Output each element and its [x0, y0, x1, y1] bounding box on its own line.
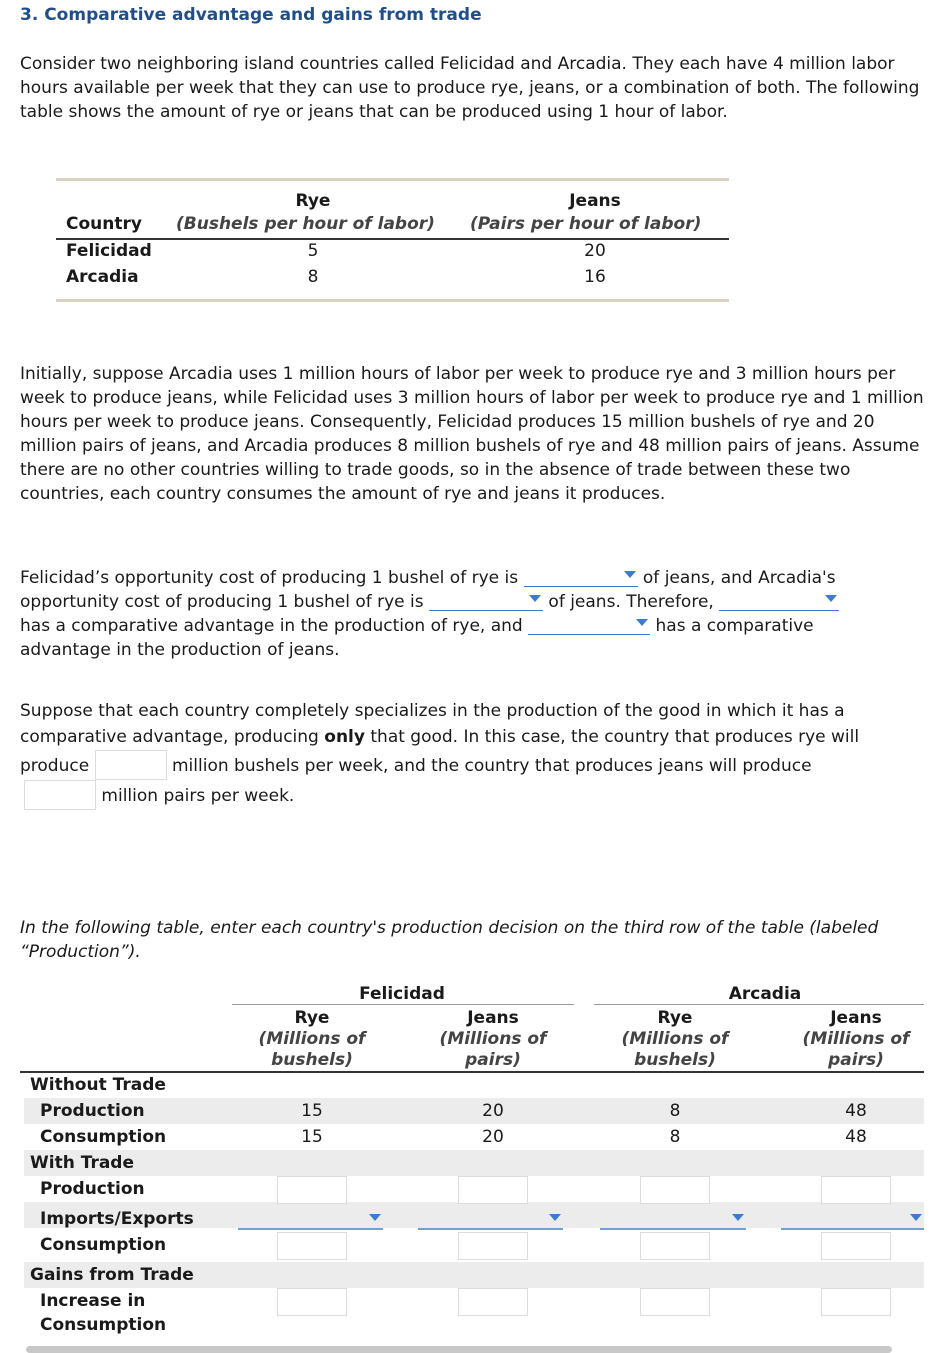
imports-exports-label: Imports/Exports [40, 1209, 194, 1229]
rye-advantage-country-dropdown[interactable] [719, 591, 839, 611]
chevron-down-icon [549, 1214, 561, 1221]
jeans-production-input[interactable] [24, 780, 96, 810]
felicidad-jeans-production-input[interactable] [458, 1176, 528, 1204]
chevron-down-icon [910, 1214, 922, 1221]
table-cell: 8 [669, 1101, 681, 1121]
arcadia-rye-increase-input[interactable] [640, 1288, 710, 1316]
chevron-down-icon [825, 595, 837, 602]
increase-label: Increase in [40, 1291, 146, 1311]
chevron-down-icon [732, 1214, 744, 1221]
chevron-down-icon [636, 619, 648, 626]
felicidad-rye-consumption-input[interactable] [277, 1232, 347, 1260]
arcadia-header: Arcadia [728, 984, 802, 1004]
rye-unit-header: (Bushels per hour of labor) [176, 214, 435, 234]
trade-table [20, 980, 924, 1340]
felicidad-rye-trade-dropdown[interactable] [238, 1206, 383, 1230]
felicidad-rye-increase-input[interactable] [277, 1288, 347, 1316]
table-cell: 20 [482, 1127, 504, 1147]
gains-label: Gains from Trade [30, 1265, 194, 1285]
arcadia-rye-production-input[interactable] [640, 1176, 710, 1204]
felicidad-jeans-header: Jeans (Millions of pairs) [439, 1008, 547, 1070]
production-label: Production [40, 1179, 145, 1199]
felicidad-rye-production-input[interactable] [277, 1176, 347, 1204]
arcadia-rye-trade-dropdown[interactable] [600, 1206, 746, 1230]
arcadia-jeans-consumption-input[interactable] [821, 1232, 891, 1260]
table-cell: 20 [482, 1101, 504, 1121]
table-cell: 15 [301, 1127, 323, 1147]
jeans-advantage-country-dropdown[interactable] [528, 615, 650, 635]
jeans-unit-header: (Pairs per hour of labor) [470, 214, 702, 234]
consumption-label: Consumption [40, 1127, 167, 1147]
table-cell: 48 [845, 1101, 867, 1121]
without-trade-label: Without Trade [30, 1075, 166, 1095]
rye-header: Rye [295, 191, 331, 211]
arcadia-rye-consumption-input[interactable] [640, 1232, 710, 1260]
table-instruction: In the following table, enter each country's production decision on the third row of the table (labeled “Production”). [20, 918, 879, 962]
table-cell: 48 [845, 1127, 867, 1147]
jeans-header: Jeans [569, 191, 621, 211]
table-cell-jeans: 20 [584, 241, 606, 261]
felicidad-jeans-trade-dropdown[interactable] [418, 1206, 563, 1230]
table-cell-rye: 5 [307, 241, 319, 261]
felicidad-jeans-increase-input[interactable] [458, 1288, 528, 1316]
page-title: 3. Comparative advantage and gains from trade [20, 5, 482, 25]
specialization-question: Suppose that each country completely specializes in the production of the good in which it has a comparative advantage, producing only that good. In this case, the country that produces rye will produce million bushels per week, and the country that produces jeans will produce million pairs per week. [20, 698, 928, 810]
arcadia-jeans-header: Jeans (Millions of pairs) [802, 1008, 910, 1070]
increase-label: Consumption [40, 1315, 167, 1335]
rye-production-input[interactable] [95, 750, 167, 780]
felicidad-header: Felicidad [359, 984, 445, 1004]
chevron-down-icon [369, 1214, 381, 1221]
arcadia-jeans-production-input[interactable] [821, 1176, 891, 1204]
productivity-table [56, 178, 729, 302]
arcadia-jeans-trade-dropdown[interactable] [781, 1206, 924, 1230]
table-cell: 8 [669, 1127, 681, 1147]
initial-paragraph: Initially, suppose Arcadia uses 1 million hours of labor per week to produce rye and 3 million hours per week to produce jeans, while Felicidad uses 3 million hours of labor per week to produce rye and 1 million hours per week to produce jeans. Consequently, Felicidad produces 15 million bushels of rye and 20 million pairs of jeans, and Arcadia produces 8 million bushels of rye and 48 million pairs of jeans. Assume there are no other countries willing to trade goods, so in the absence of trade between these two countries, each country consumes the amount of rye and jeans it produces. [20, 364, 924, 504]
horizontal-scrollbar[interactable] [26, 1346, 892, 1353]
felicidad-opportunity-cost-dropdown[interactable] [524, 567, 638, 587]
table-cell: 15 [301, 1101, 323, 1121]
arcadia-opportunity-cost-dropdown[interactable] [429, 591, 543, 611]
with-trade-label: With Trade [30, 1153, 135, 1173]
table-cell-rye: 8 [307, 267, 319, 287]
opportunity-cost-question: Felicidad’s opportunity cost of producing 1 bushel of rye is of jeans, and Arcadia's opportunity cost of producing 1 bushel of rye is of jeans. Therefore, has a comparative advantage in the production of rye, and has a comparative advantage in the production of jeans. [20, 566, 928, 662]
table-cell-jeans: 16 [584, 267, 606, 287]
chevron-down-icon [529, 595, 541, 602]
chevron-down-icon [624, 571, 636, 578]
table-row-country: Felicidad [66, 241, 152, 261]
arcadia-jeans-increase-input[interactable] [821, 1288, 891, 1316]
country-header: Country [66, 214, 142, 234]
felicidad-rye-header: Rye (Millions of bushels) [258, 1008, 366, 1070]
production-label: Production [40, 1101, 145, 1121]
table-row-country: Arcadia [66, 267, 139, 287]
intro-paragraph: Consider two neighboring island countries called Felicidad and Arcadia. They each have 4 million labor hours available per week that they can use to produce rye, jeans, or a combination of both. The following table shows the amount of rye or jeans that can be produced using 1 hour of labor. [20, 54, 920, 122]
felicidad-jeans-consumption-input[interactable] [458, 1232, 528, 1260]
arcadia-rye-header: Rye (Millions of bushels) [621, 1008, 729, 1070]
consumption-label: Consumption [40, 1235, 167, 1255]
